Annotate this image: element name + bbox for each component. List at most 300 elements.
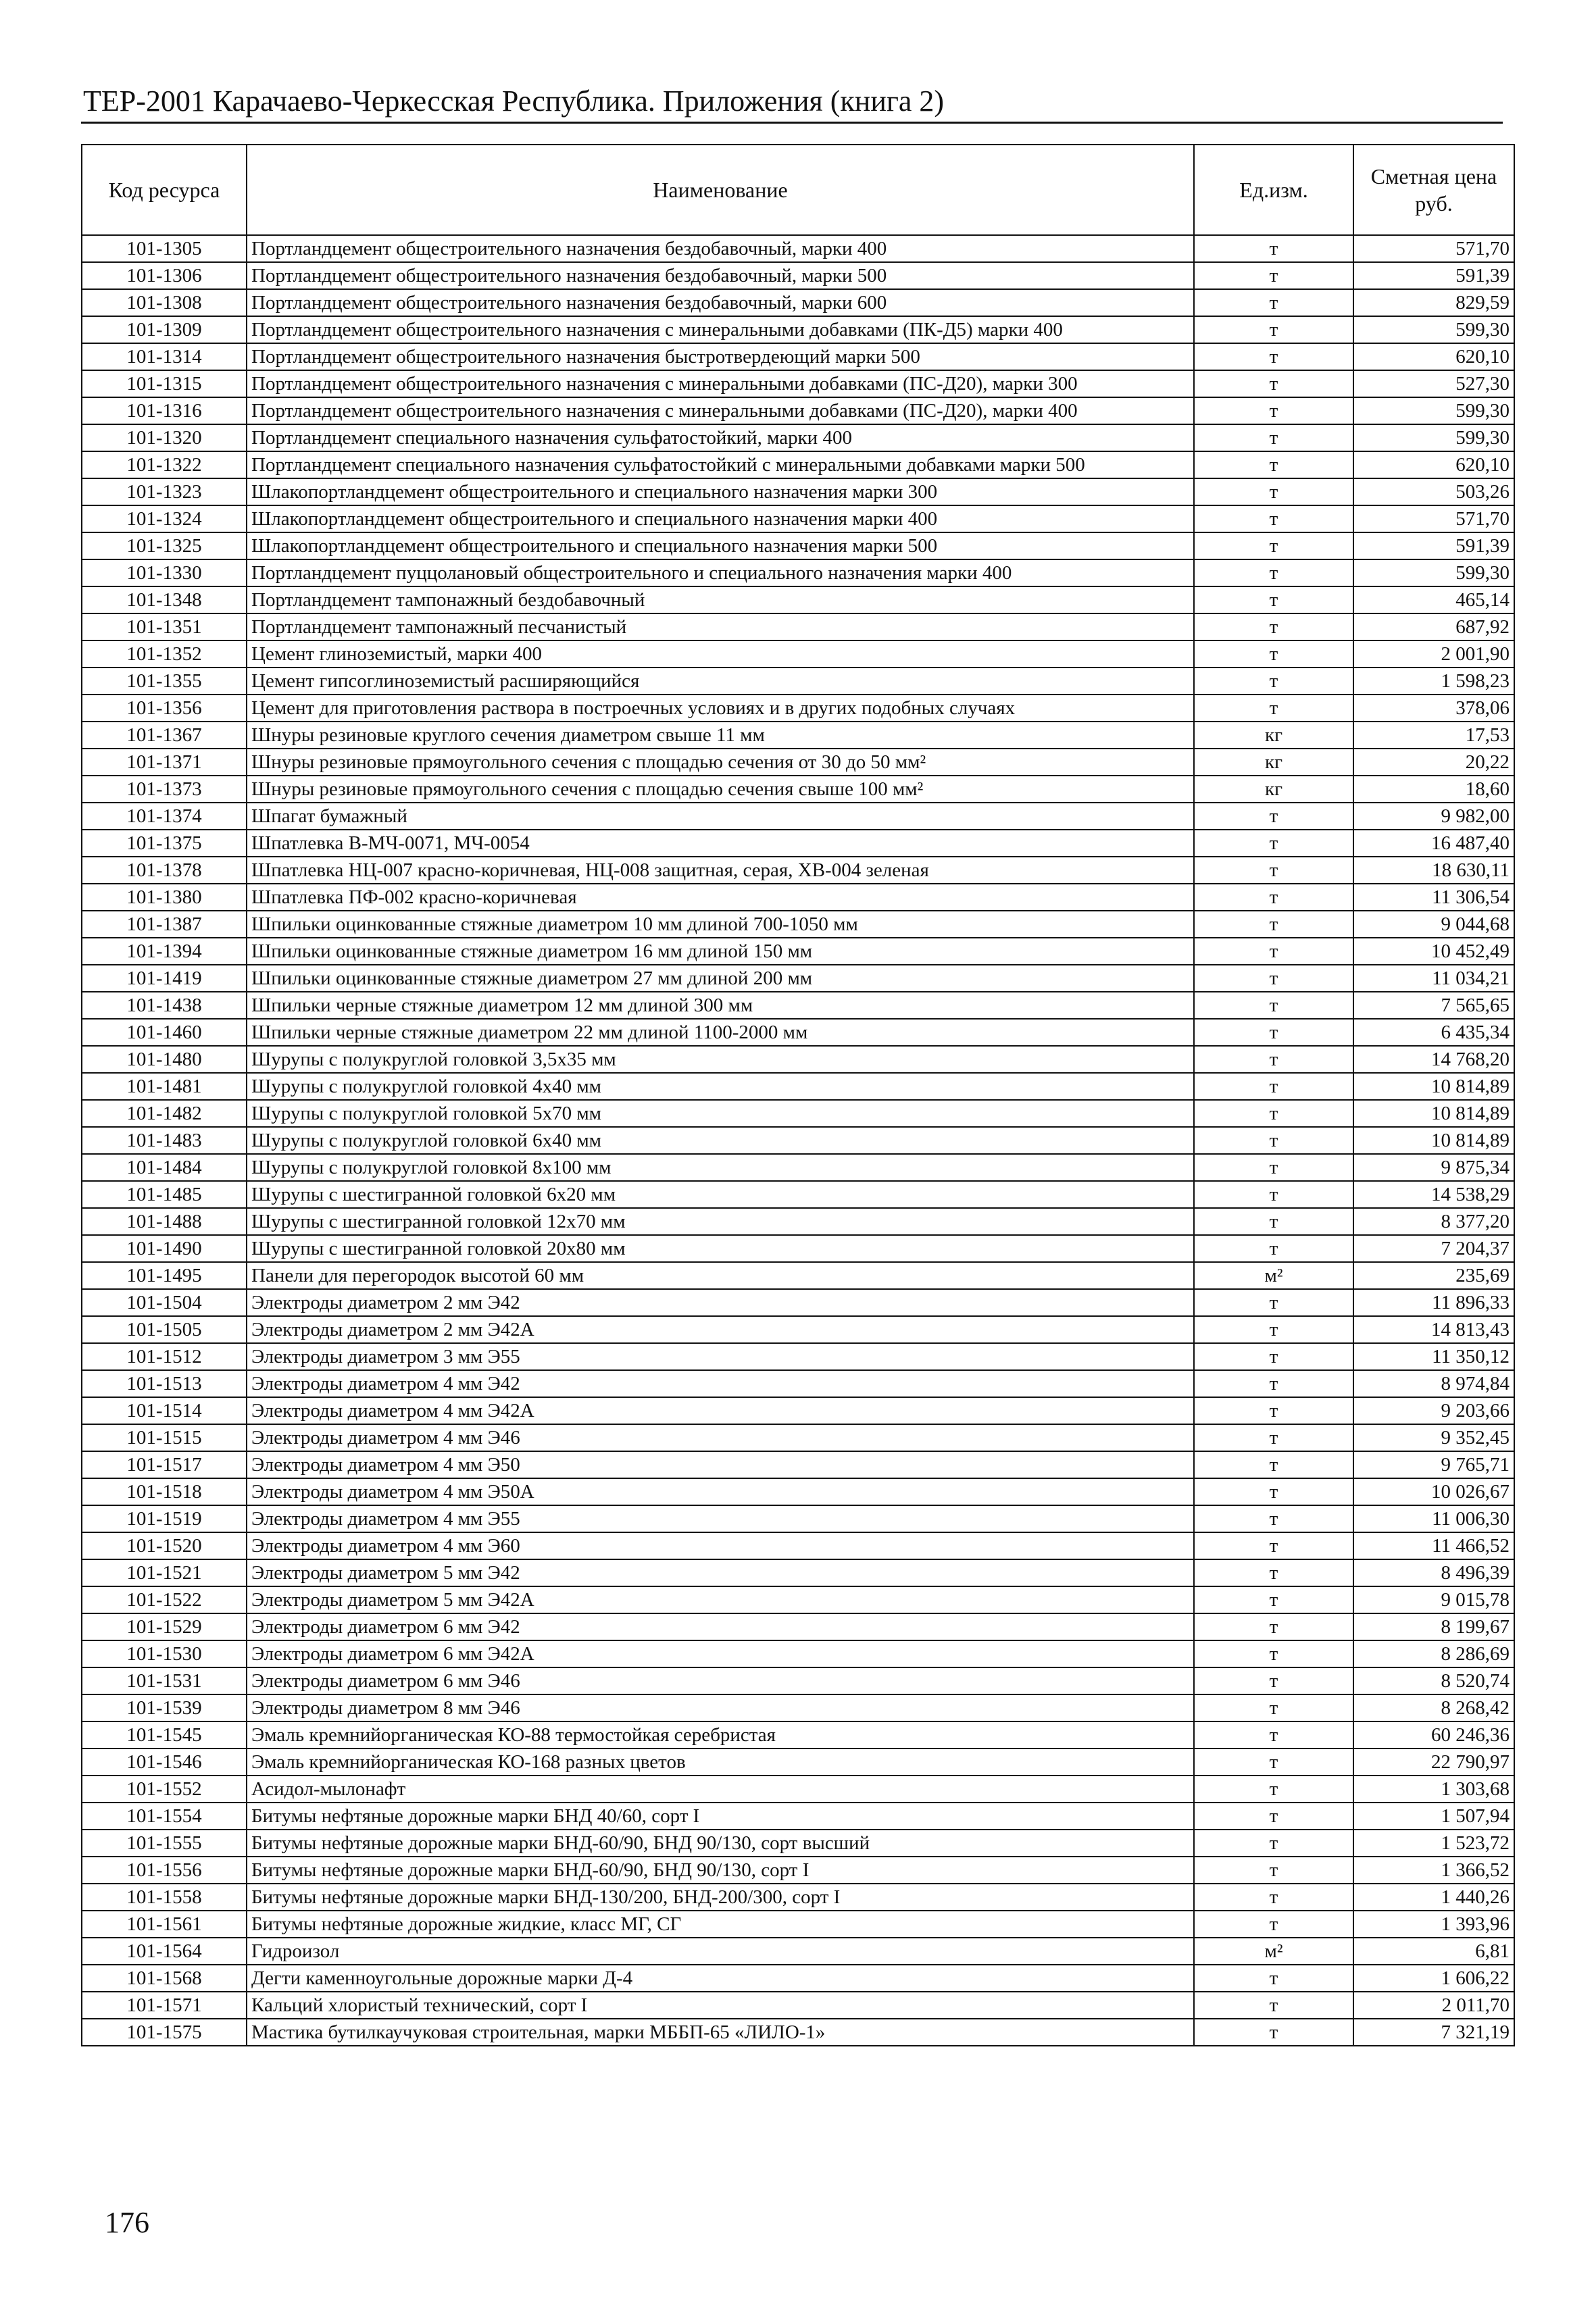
name-cell: Шлакопортландцемент общестроительного и специального назначения марки 300: [247, 478, 1194, 505]
table-row: [82, 1776, 1514, 1803]
table-row: [82, 505, 1514, 532]
table-row: [82, 1154, 1514, 1181]
table-row: [82, 1884, 1514, 1911]
price-cell: 14 813,43: [1353, 1316, 1514, 1343]
name-cell: Электроды диаметром 6 мм Э46: [247, 1667, 1194, 1694]
price-cell: 8 520,74: [1353, 1667, 1514, 1694]
unit-cell: т: [1194, 343, 1353, 370]
name-cell: Портландцемент общестроительного назначения с минеральными добавками (ПС-Д20), марки 400: [247, 397, 1194, 424]
code-cell: 101-1521: [82, 1559, 247, 1586]
code-cell: 101-1322: [82, 451, 247, 478]
table-row: [82, 1424, 1514, 1451]
code-cell: 101-1520: [82, 1532, 247, 1559]
table-row: [82, 1451, 1514, 1478]
name-cell: Портландцемент тампонажный бездобавочный: [247, 586, 1194, 613]
price-cell: 1 507,94: [1353, 1803, 1514, 1830]
unit-cell: т: [1194, 289, 1353, 316]
name-cell: Шурупы с полукруглой головкой 5x70 мм: [247, 1100, 1194, 1127]
name-cell: Портландцемент общестроительного назначения бездобавочный, марки 400: [247, 235, 1194, 262]
price-cell: 7 321,19: [1353, 2019, 1514, 2046]
code-cell: 101-1387: [82, 911, 247, 938]
code-cell: 101-1373: [82, 776, 247, 803]
name-cell: Портландцемент тампонажный песчанистый: [247, 613, 1194, 640]
header-code: Код ресурса: [82, 145, 247, 235]
name-cell: Шпильки черные стяжные диаметром 22 мм длиной 1100-2000 мм: [247, 1019, 1194, 1046]
unit-cell: т: [1194, 1532, 1353, 1559]
price-cell: 8 199,67: [1353, 1613, 1514, 1640]
name-cell: Битумы нефтяные дорожные марки БНД-60/90, БНД 90/130, сорт I: [247, 1857, 1194, 1884]
price-cell: 10 452,49: [1353, 938, 1514, 965]
unit-cell: т: [1194, 1721, 1353, 1749]
table-row: [82, 2019, 1514, 2046]
page-header: ТЕР-2001 Карачаево-Черкесская Республика. Приложения (книга 2): [83, 84, 945, 118]
name-cell: Шнуры резиновые круглого сечения диаметром свыше 11 мм: [247, 722, 1194, 749]
unit-cell: т: [1194, 1424, 1353, 1451]
unit-cell: т: [1194, 1992, 1353, 2019]
code-cell: 101-1504: [82, 1289, 247, 1316]
table-row: [82, 938, 1514, 965]
price-cell: 1 303,68: [1353, 1776, 1514, 1803]
unit-cell: т: [1194, 1911, 1353, 1938]
price-cell: 18 630,11: [1353, 857, 1514, 884]
table-row: [82, 451, 1514, 478]
price-cell: 591,39: [1353, 262, 1514, 289]
code-cell: 101-1306: [82, 262, 247, 289]
code-cell: 101-1394: [82, 938, 247, 965]
code-cell: 101-1482: [82, 1100, 247, 1127]
table-row: [82, 911, 1514, 938]
unit-cell: т: [1194, 478, 1353, 505]
name-cell: Мастика бутилкаучуковая строительная, марки МББП-65 «ЛИЛО-1»: [247, 2019, 1194, 2046]
code-cell: 101-1555: [82, 1830, 247, 1857]
price-cell: 620,10: [1353, 343, 1514, 370]
code-cell: 101-1531: [82, 1667, 247, 1694]
unit-cell: т: [1194, 262, 1353, 289]
code-cell: 101-1552: [82, 1776, 247, 1803]
name-cell: Портландцемент специального назначения сульфатостойкий, марки 400: [247, 424, 1194, 451]
table-row: [82, 1100, 1514, 1127]
table-row: [82, 1397, 1514, 1424]
code-cell: 101-1315: [82, 370, 247, 397]
table-row: [82, 1235, 1514, 1262]
unit-cell: т: [1194, 2019, 1353, 2046]
name-cell: Электроды диаметром 6 мм Э42: [247, 1613, 1194, 1640]
code-cell: 101-1314: [82, 343, 247, 370]
code-cell: 101-1517: [82, 1451, 247, 1478]
unit-cell: т: [1194, 695, 1353, 722]
code-cell: 101-1522: [82, 1586, 247, 1613]
unit-cell: т: [1194, 451, 1353, 478]
unit-cell: т: [1194, 911, 1353, 938]
table-row: [82, 1803, 1514, 1830]
code-cell: 101-1539: [82, 1694, 247, 1721]
table-row: [82, 1911, 1514, 1938]
price-cell: 10 814,89: [1353, 1073, 1514, 1100]
name-cell: Битумы нефтяные дорожные марки БНД-60/90, БНД 90/130, сорт высший: [247, 1830, 1194, 1857]
name-cell: Асидол-мылонафт: [247, 1776, 1194, 1803]
table-body: [82, 235, 1514, 2046]
name-cell: Шпильки черные стяжные диаметром 12 мм длиной 300 мм: [247, 992, 1194, 1019]
unit-cell: т: [1194, 1965, 1353, 1992]
price-cell: 7 565,65: [1353, 992, 1514, 1019]
price-cell: 527,30: [1353, 370, 1514, 397]
table-row: [82, 559, 1514, 586]
unit-cell: т: [1194, 1127, 1353, 1154]
name-cell: Портландцемент общестроительного назначения бездобавочный, марки 600: [247, 289, 1194, 316]
code-cell: 101-1375: [82, 830, 247, 857]
name-cell: Электроды диаметром 4 мм Э50А: [247, 1478, 1194, 1505]
table-row: [82, 235, 1514, 262]
table-row: [82, 803, 1514, 830]
code-cell: 101-1513: [82, 1370, 247, 1397]
price-cell: 11 896,33: [1353, 1289, 1514, 1316]
name-cell: Панели для перегородок высотой 60 мм: [247, 1262, 1194, 1289]
name-cell: Шурупы с полукруглой головкой 8x100 мм: [247, 1154, 1194, 1181]
price-cell: 60 246,36: [1353, 1721, 1514, 1749]
name-cell: Электроды диаметром 4 мм Э55: [247, 1505, 1194, 1532]
name-cell: Дегти каменноугольные дорожные марки Д-4: [247, 1965, 1194, 1992]
name-cell: Шпатлевка НЦ-007 красно-коричневая, НЦ-008 защитная, серая, ХВ-004 зеленая: [247, 857, 1194, 884]
name-cell: Шурупы с шестигранной головкой 6x20 мм: [247, 1181, 1194, 1208]
unit-cell: т: [1194, 1559, 1353, 1586]
table-row: [82, 1505, 1514, 1532]
code-cell: 101-1546: [82, 1749, 247, 1776]
code-cell: 101-1529: [82, 1613, 247, 1640]
price-cell: 14 538,29: [1353, 1181, 1514, 1208]
name-cell: Шпагат бумажный: [247, 803, 1194, 830]
unit-cell: т: [1194, 1613, 1353, 1640]
header-unit: Ед.изм.: [1194, 145, 1353, 235]
unit-cell: кг: [1194, 776, 1353, 803]
name-cell: Битумы нефтяные дорожные марки БНД-130/200, БНД-200/300, сорт I: [247, 1884, 1194, 1911]
unit-cell: т: [1194, 1640, 1353, 1667]
resource-price-table: [81, 144, 1515, 2046]
code-cell: 101-1324: [82, 505, 247, 532]
table-row: [82, 749, 1514, 776]
price-cell: 1 523,72: [1353, 1830, 1514, 1857]
name-cell: Эмаль кремнийорганическая КО-168 разных цветов: [247, 1749, 1194, 1776]
unit-cell: т: [1194, 1181, 1353, 1208]
name-cell: Портландцемент пуццолановый общестроительного и специального назначения марки 400: [247, 559, 1194, 586]
name-cell: Электроды диаметром 4 мм Э50: [247, 1451, 1194, 1478]
unit-cell: т: [1194, 1884, 1353, 1911]
price-cell: 829,59: [1353, 289, 1514, 316]
price-cell: 9 875,34: [1353, 1154, 1514, 1181]
name-cell: Портландцемент специального назначения сульфатостойкий с минеральными добавками марки 500: [247, 451, 1194, 478]
code-cell: 101-1308: [82, 289, 247, 316]
code-cell: 101-1481: [82, 1073, 247, 1100]
name-cell: Шурупы с шестигранной головкой 20x80 мм: [247, 1235, 1194, 1262]
price-cell: 571,70: [1353, 505, 1514, 532]
price-cell: 1 440,26: [1353, 1884, 1514, 1911]
code-cell: 101-1480: [82, 1046, 247, 1073]
name-cell: Портландцемент общестроительного назначения с минеральными добавками (ПК-Д5) марки 400: [247, 316, 1194, 343]
name-cell: Электроды диаметром 8 мм Э46: [247, 1694, 1194, 1721]
price-cell: 9 352,45: [1353, 1424, 1514, 1451]
table-row: [82, 370, 1514, 397]
name-cell: Битумы нефтяные дорожные марки БНД 40/60, сорт I: [247, 1803, 1194, 1830]
price-cell: 599,30: [1353, 424, 1514, 451]
code-cell: 101-1356: [82, 695, 247, 722]
table-row: [82, 1316, 1514, 1343]
unit-cell: т: [1194, 1694, 1353, 1721]
name-cell: Кальций хлористый технический, сорт I: [247, 1992, 1194, 2019]
price-cell: 620,10: [1353, 451, 1514, 478]
code-cell: 101-1490: [82, 1235, 247, 1262]
table-row: [82, 722, 1514, 749]
name-cell: Эмаль кремнийорганическая КО-88 термостойкая серебристая: [247, 1721, 1194, 1749]
unit-cell: т: [1194, 586, 1353, 613]
code-cell: 101-1374: [82, 803, 247, 830]
price-cell: 16 487,40: [1353, 830, 1514, 857]
unit-cell: т: [1194, 505, 1353, 532]
unit-cell: т: [1194, 1667, 1353, 1694]
name-cell: Цемент для приготовления раствора в построечных условиях и в других подобных случаях: [247, 695, 1194, 722]
table-row: [82, 1586, 1514, 1613]
unit-cell: кг: [1194, 722, 1353, 749]
name-cell: Шпатлевка В-МЧ-0071, МЧ-0054: [247, 830, 1194, 857]
unit-cell: м²: [1194, 1938, 1353, 1965]
code-cell: 101-1355: [82, 668, 247, 695]
price-cell: 22 790,97: [1353, 1749, 1514, 1776]
code-cell: 101-1556: [82, 1857, 247, 1884]
name-cell: Портландцемент общестроительного назначения бездобавочный, марки 500: [247, 262, 1194, 289]
table-row: [82, 1857, 1514, 1884]
table-row: [82, 1640, 1514, 1667]
table-row: [82, 1992, 1514, 2019]
unit-cell: т: [1194, 1776, 1353, 1803]
price-cell: 2 011,70: [1353, 1992, 1514, 2019]
unit-cell: т: [1194, 1100, 1353, 1127]
unit-cell: т: [1194, 1289, 1353, 1316]
unit-cell: т: [1194, 1397, 1353, 1424]
name-cell: Шпильки оцинкованные стяжные диаметром 10 мм длиной 700-1050 мм: [247, 911, 1194, 938]
price-cell: 18,60: [1353, 776, 1514, 803]
price-cell: 9 203,66: [1353, 1397, 1514, 1424]
code-cell: 101-1438: [82, 992, 247, 1019]
unit-cell: т: [1194, 1235, 1353, 1262]
name-cell: Электроды диаметром 2 мм Э42: [247, 1289, 1194, 1316]
price-cell: 465,14: [1353, 586, 1514, 613]
unit-cell: т: [1194, 559, 1353, 586]
code-cell: 101-1575: [82, 2019, 247, 2046]
table-row: [82, 965, 1514, 992]
unit-cell: т: [1194, 830, 1353, 857]
price-cell: 6 435,34: [1353, 1019, 1514, 1046]
table-row: [82, 1073, 1514, 1100]
price-cell: 6,81: [1353, 1938, 1514, 1965]
header-name: Наименование: [247, 145, 1194, 235]
table-row: [82, 586, 1514, 613]
table-row: [82, 830, 1514, 857]
unit-cell: т: [1194, 1073, 1353, 1100]
unit-cell: т: [1194, 992, 1353, 1019]
table-row: [82, 613, 1514, 640]
table-row: [82, 1938, 1514, 1965]
table-row: [82, 316, 1514, 343]
unit-cell: т: [1194, 857, 1353, 884]
table-row: [82, 1694, 1514, 1721]
name-cell: Шурупы с полукруглой головкой 3,5x35 мм: [247, 1046, 1194, 1073]
price-cell: 11 466,52: [1353, 1532, 1514, 1559]
table-row: [82, 1478, 1514, 1505]
unit-cell: т: [1194, 803, 1353, 830]
unit-cell: т: [1194, 884, 1353, 911]
name-cell: Электроды диаметром 4 мм Э46: [247, 1424, 1194, 1451]
table-row: [82, 397, 1514, 424]
unit-cell: т: [1194, 235, 1353, 262]
price-cell: 9 982,00: [1353, 803, 1514, 830]
price-cell: 599,30: [1353, 316, 1514, 343]
unit-cell: т: [1194, 1019, 1353, 1046]
price-cell: 10 814,89: [1353, 1127, 1514, 1154]
unit-cell: т: [1194, 370, 1353, 397]
name-cell: Электроды диаметром 5 мм Э42А: [247, 1586, 1194, 1613]
code-cell: 101-1495: [82, 1262, 247, 1289]
code-cell: 101-1564: [82, 1938, 247, 1965]
table-row: [82, 695, 1514, 722]
table-row: [82, 1262, 1514, 1289]
table-row: [82, 343, 1514, 370]
table-row: [82, 1208, 1514, 1235]
price-cell: 1 606,22: [1353, 1965, 1514, 1992]
unit-cell: кг: [1194, 749, 1353, 776]
page-number: 176: [105, 2206, 149, 2239]
name-cell: Электроды диаметром 4 мм Э42: [247, 1370, 1194, 1397]
name-cell: Битумы нефтяные дорожные жидкие, класс МГ, СГ: [247, 1911, 1194, 1938]
code-cell: 101-1316: [82, 397, 247, 424]
name-cell: Электроды диаметром 5 мм Э42: [247, 1559, 1194, 1586]
unit-cell: т: [1194, 668, 1353, 695]
price-cell: 9 044,68: [1353, 911, 1514, 938]
price-cell: 11 350,12: [1353, 1343, 1514, 1370]
price-cell: 11 306,54: [1353, 884, 1514, 911]
code-cell: 101-1512: [82, 1343, 247, 1370]
price-cell: 8 286,69: [1353, 1640, 1514, 1667]
code-cell: 101-1367: [82, 722, 247, 749]
unit-cell: т: [1194, 1154, 1353, 1181]
table-row: [82, 1289, 1514, 1316]
unit-cell: т: [1194, 1451, 1353, 1478]
name-cell: Шпильки оцинкованные стяжные диаметром 16 мм длиной 150 мм: [247, 938, 1194, 965]
price-cell: 2 001,90: [1353, 640, 1514, 668]
header-price: Сметная цена руб.: [1353, 145, 1514, 235]
name-cell: Шурупы с полукруглой головкой 6x40 мм: [247, 1127, 1194, 1154]
code-cell: 101-1515: [82, 1424, 247, 1451]
code-cell: 101-1568: [82, 1965, 247, 1992]
name-cell: Шурупы с полукруглой головкой 4x40 мм: [247, 1073, 1194, 1100]
header-rule: [81, 122, 1503, 124]
code-cell: 101-1378: [82, 857, 247, 884]
price-cell: 9 015,78: [1353, 1586, 1514, 1613]
code-cell: 101-1485: [82, 1181, 247, 1208]
code-cell: 101-1483: [82, 1127, 247, 1154]
table-row: [82, 1830, 1514, 1857]
table-row: [82, 992, 1514, 1019]
price-cell: 571,70: [1353, 235, 1514, 262]
unit-cell: т: [1194, 1857, 1353, 1884]
price-cell: 7 204,37: [1353, 1235, 1514, 1262]
table-row: [82, 424, 1514, 451]
table-row: [82, 262, 1514, 289]
table-row: [82, 1019, 1514, 1046]
price-cell: 14 768,20: [1353, 1046, 1514, 1073]
price-cell: 17,53: [1353, 722, 1514, 749]
code-cell: 101-1545: [82, 1721, 247, 1749]
code-cell: 101-1325: [82, 532, 247, 559]
unit-cell: т: [1194, 424, 1353, 451]
code-cell: 101-1309: [82, 316, 247, 343]
name-cell: Гидроизол: [247, 1938, 1194, 1965]
table-row: [82, 1181, 1514, 1208]
table-row: [82, 532, 1514, 559]
name-cell: Шпатлевка ПФ-002 красно-коричневая: [247, 884, 1194, 911]
name-cell: Электроды диаметром 6 мм Э42А: [247, 1640, 1194, 1667]
code-cell: 101-1330: [82, 559, 247, 586]
code-cell: 101-1558: [82, 1884, 247, 1911]
code-cell: 101-1320: [82, 424, 247, 451]
unit-cell: т: [1194, 1478, 1353, 1505]
unit-cell: м²: [1194, 1262, 1353, 1289]
table-row: [82, 1046, 1514, 1073]
price-cell: 1 393,96: [1353, 1911, 1514, 1938]
name-cell: Электроды диаметром 4 мм Э60: [247, 1532, 1194, 1559]
unit-cell: т: [1194, 1586, 1353, 1613]
unit-cell: т: [1194, 316, 1353, 343]
code-cell: 101-1505: [82, 1316, 247, 1343]
table-row: [82, 1721, 1514, 1749]
code-cell: 101-1514: [82, 1397, 247, 1424]
name-cell: Электроды диаметром 4 мм Э42А: [247, 1397, 1194, 1424]
table-row: [82, 668, 1514, 695]
code-cell: 101-1460: [82, 1019, 247, 1046]
price-cell: 503,26: [1353, 478, 1514, 505]
unit-cell: т: [1194, 1830, 1353, 1857]
name-cell: Шлакопортландцемент общестроительного и специального назначения марки 400: [247, 505, 1194, 532]
price-cell: 11 006,30: [1353, 1505, 1514, 1532]
price-cell: 10 026,67: [1353, 1478, 1514, 1505]
price-cell: 8 268,42: [1353, 1694, 1514, 1721]
name-cell: Цемент гипсоглиноземистый расширяющийся: [247, 668, 1194, 695]
table-row: [82, 776, 1514, 803]
unit-cell: т: [1194, 965, 1353, 992]
code-cell: 101-1488: [82, 1208, 247, 1235]
table-row: [82, 478, 1514, 505]
code-cell: 101-1323: [82, 478, 247, 505]
unit-cell: т: [1194, 1370, 1353, 1397]
table-row: [82, 1127, 1514, 1154]
name-cell: Портландцемент общестроительного назначения быстротвердеющий марки 500: [247, 343, 1194, 370]
price-cell: 10 814,89: [1353, 1100, 1514, 1127]
price-cell: 20,22: [1353, 749, 1514, 776]
name-cell: Шнуры резиновые прямоугольного сечения с площадью сечения свыше 100 мм²: [247, 776, 1194, 803]
price-cell: 11 034,21: [1353, 965, 1514, 992]
price-cell: 1 366,52: [1353, 1857, 1514, 1884]
name-cell: Шурупы с шестигранной головкой 12x70 мм: [247, 1208, 1194, 1235]
code-cell: 101-1484: [82, 1154, 247, 1181]
price-cell: 8 974,84: [1353, 1370, 1514, 1397]
price-cell: 8 377,20: [1353, 1208, 1514, 1235]
name-cell: Шнуры резиновые прямоугольного сечения с площадью сечения от 30 до 50 мм²: [247, 749, 1194, 776]
code-cell: 101-1348: [82, 586, 247, 613]
unit-cell: т: [1194, 1749, 1353, 1776]
table-row: [82, 1370, 1514, 1397]
table-row: [82, 884, 1514, 911]
table-row: [82, 1559, 1514, 1586]
price-cell: 1 598,23: [1353, 668, 1514, 695]
table-row: [82, 1343, 1514, 1370]
code-cell: 101-1561: [82, 1911, 247, 1938]
